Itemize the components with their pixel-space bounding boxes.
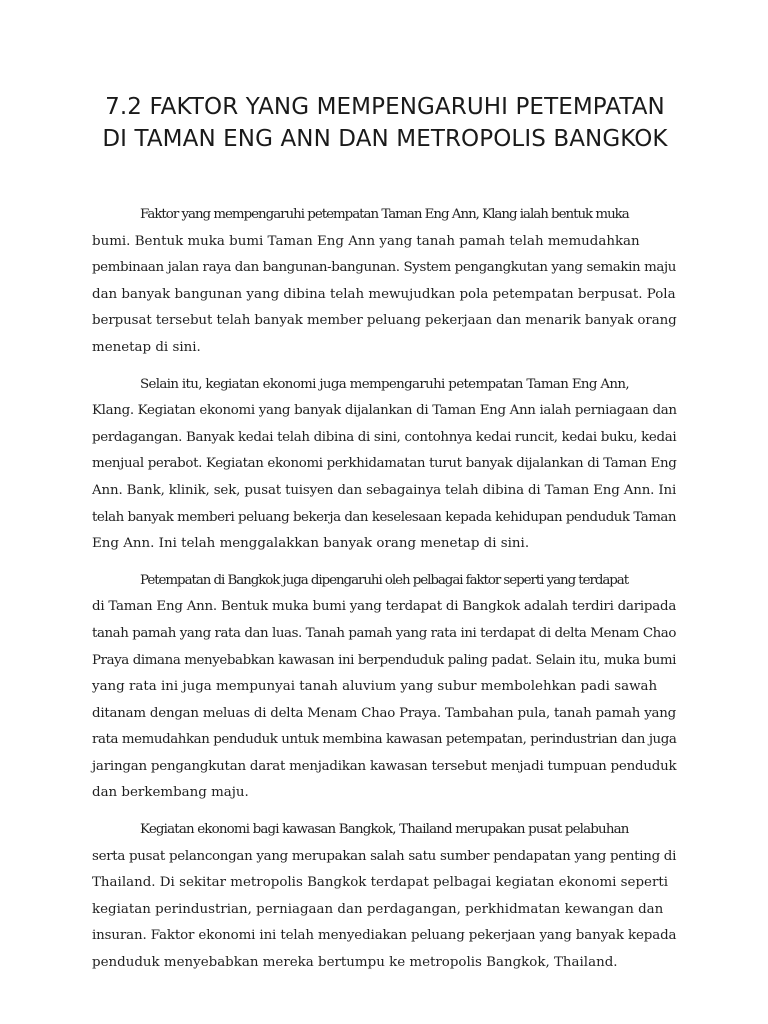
text-line: penduduk menyebabkan mereka bertumpu ke metropolis Bangkok, Thailand.: [92, 955, 618, 971]
text-line: perdagangan. Banyak kedai telah dibina di sini, contohnya kedai runcit, kedai buku, kedai: [92, 429, 677, 445]
paragraph-2: [92, 372, 678, 558]
text-line: serta pusat pelancongan yang merupakan salah satu sumber pendapatan yang penting di: [92, 848, 677, 864]
paragraph-1: [92, 202, 678, 362]
text-line: dan berkembang maju.: [92, 785, 249, 801]
text-line: rata memudahkan penduduk untuk membina kawasan petempatan, perindustrian dan juga: [92, 732, 677, 748]
page-title: [60, 91, 710, 155]
text-line: jaringan pengangkutan darat menjadikan kawasan tersebut menjadi tumpuan penduduk: [92, 758, 677, 774]
text-line: Ann. Bank, klinik, sek, pusat tuisyen dan sebagainya telah dibina di Taman Eng Ann. Ini: [92, 482, 677, 498]
text-line: ditanam dengan meluas di delta Menam Chao Praya. Tambahan pula, tanah pamah yang: [92, 705, 677, 721]
text-line: dan banyak bangunan yang dibina telah mewujudkan pola petempatan berpusat. Pola: [92, 286, 676, 302]
text-line: di Taman Eng Ann. Bentuk muka bumi yang terdapat di Bangkok adalah terdiri daripada: [92, 599, 677, 615]
text-line: Kegiatan ekonomi bagi kawasan Bangkok, Thailand merupakan pusat pelabuhan: [140, 822, 629, 838]
text-line: telah banyak memberi peluang bekerja dan keselesaan kepada kehidupan penduduk Taman: [92, 509, 677, 525]
text-line: Thailand. Di sekitar metropolis Bangkok terdapat pelbagai kegiatan ekonomi seperti: [92, 875, 669, 891]
text-line: insuran. Faktor ekonomi ini telah menyediakan peluang pekerjaan yang banyak kepada: [92, 928, 677, 944]
document-body: [92, 202, 678, 987]
text-line: Eng Ann. Ini telah menggalakkan banyak orang menetap di sini.: [92, 536, 530, 552]
paragraph-4: [92, 817, 678, 977]
text-line: Praya dimana menyebabkan kawasan ini berpenduduk paling padat. Selain itu, muka bumi: [92, 652, 677, 668]
text-line: Faktor yang mempengaruhi petempatan Taman Eng Ann, Klang ialah bentuk muka: [140, 207, 629, 222]
text-line: Selain itu, kegiatan ekonomi juga mempengaruhi petempatan Taman Eng Ann,: [140, 376, 629, 392]
text-line: bumi. Bentuk muka bumi Taman Eng Ann yang tanah pamah telah memudahkan: [92, 233, 640, 249]
text-line: yang rata ini juga mempunyai tanah aluvium yang subur membolehkan padi sawah: [92, 679, 658, 695]
title-line: 7.2 FAKTOR YANG MEMPENGARUHI PETEMPATAN: [105, 94, 665, 120]
text-line: tanah pamah yang rata dan luas. Tanah pamah yang rata ini terdapat di delta Menam Chao: [92, 625, 676, 641]
title-line: DI TAMAN ENG ANN DAN METROPOLIS BANGKOK: [102, 126, 668, 152]
paragraph-3: [92, 568, 678, 807]
text-line: Klang. Kegiatan ekonomi yang banyak dijalankan di Taman Eng Ann ialah perniagaan dan: [92, 403, 677, 419]
text-line: berpusat tersebut telah banyak member peluang pekerjaan dan menarik banyak orang: [92, 313, 677, 329]
text-line: menjual perabot. Kegiatan ekonomi perkhidamatan turut banyak dijalankan di Taman Eng: [92, 456, 677, 472]
text-line: kegiatan perindustrian, perniagaan dan perdagangan, perkhidmatan kewangan dan: [92, 901, 664, 917]
text-line: menetap di sini.: [92, 339, 201, 355]
text-line: Petempatan di Bangkok juga dipengaruhi oleh pelbagai faktor seperti yang terdapat: [140, 572, 629, 588]
text-line: pembinaan jalan raya dan bangunan-bangunan. System pengangkutan yang semakin maju: [92, 260, 676, 276]
